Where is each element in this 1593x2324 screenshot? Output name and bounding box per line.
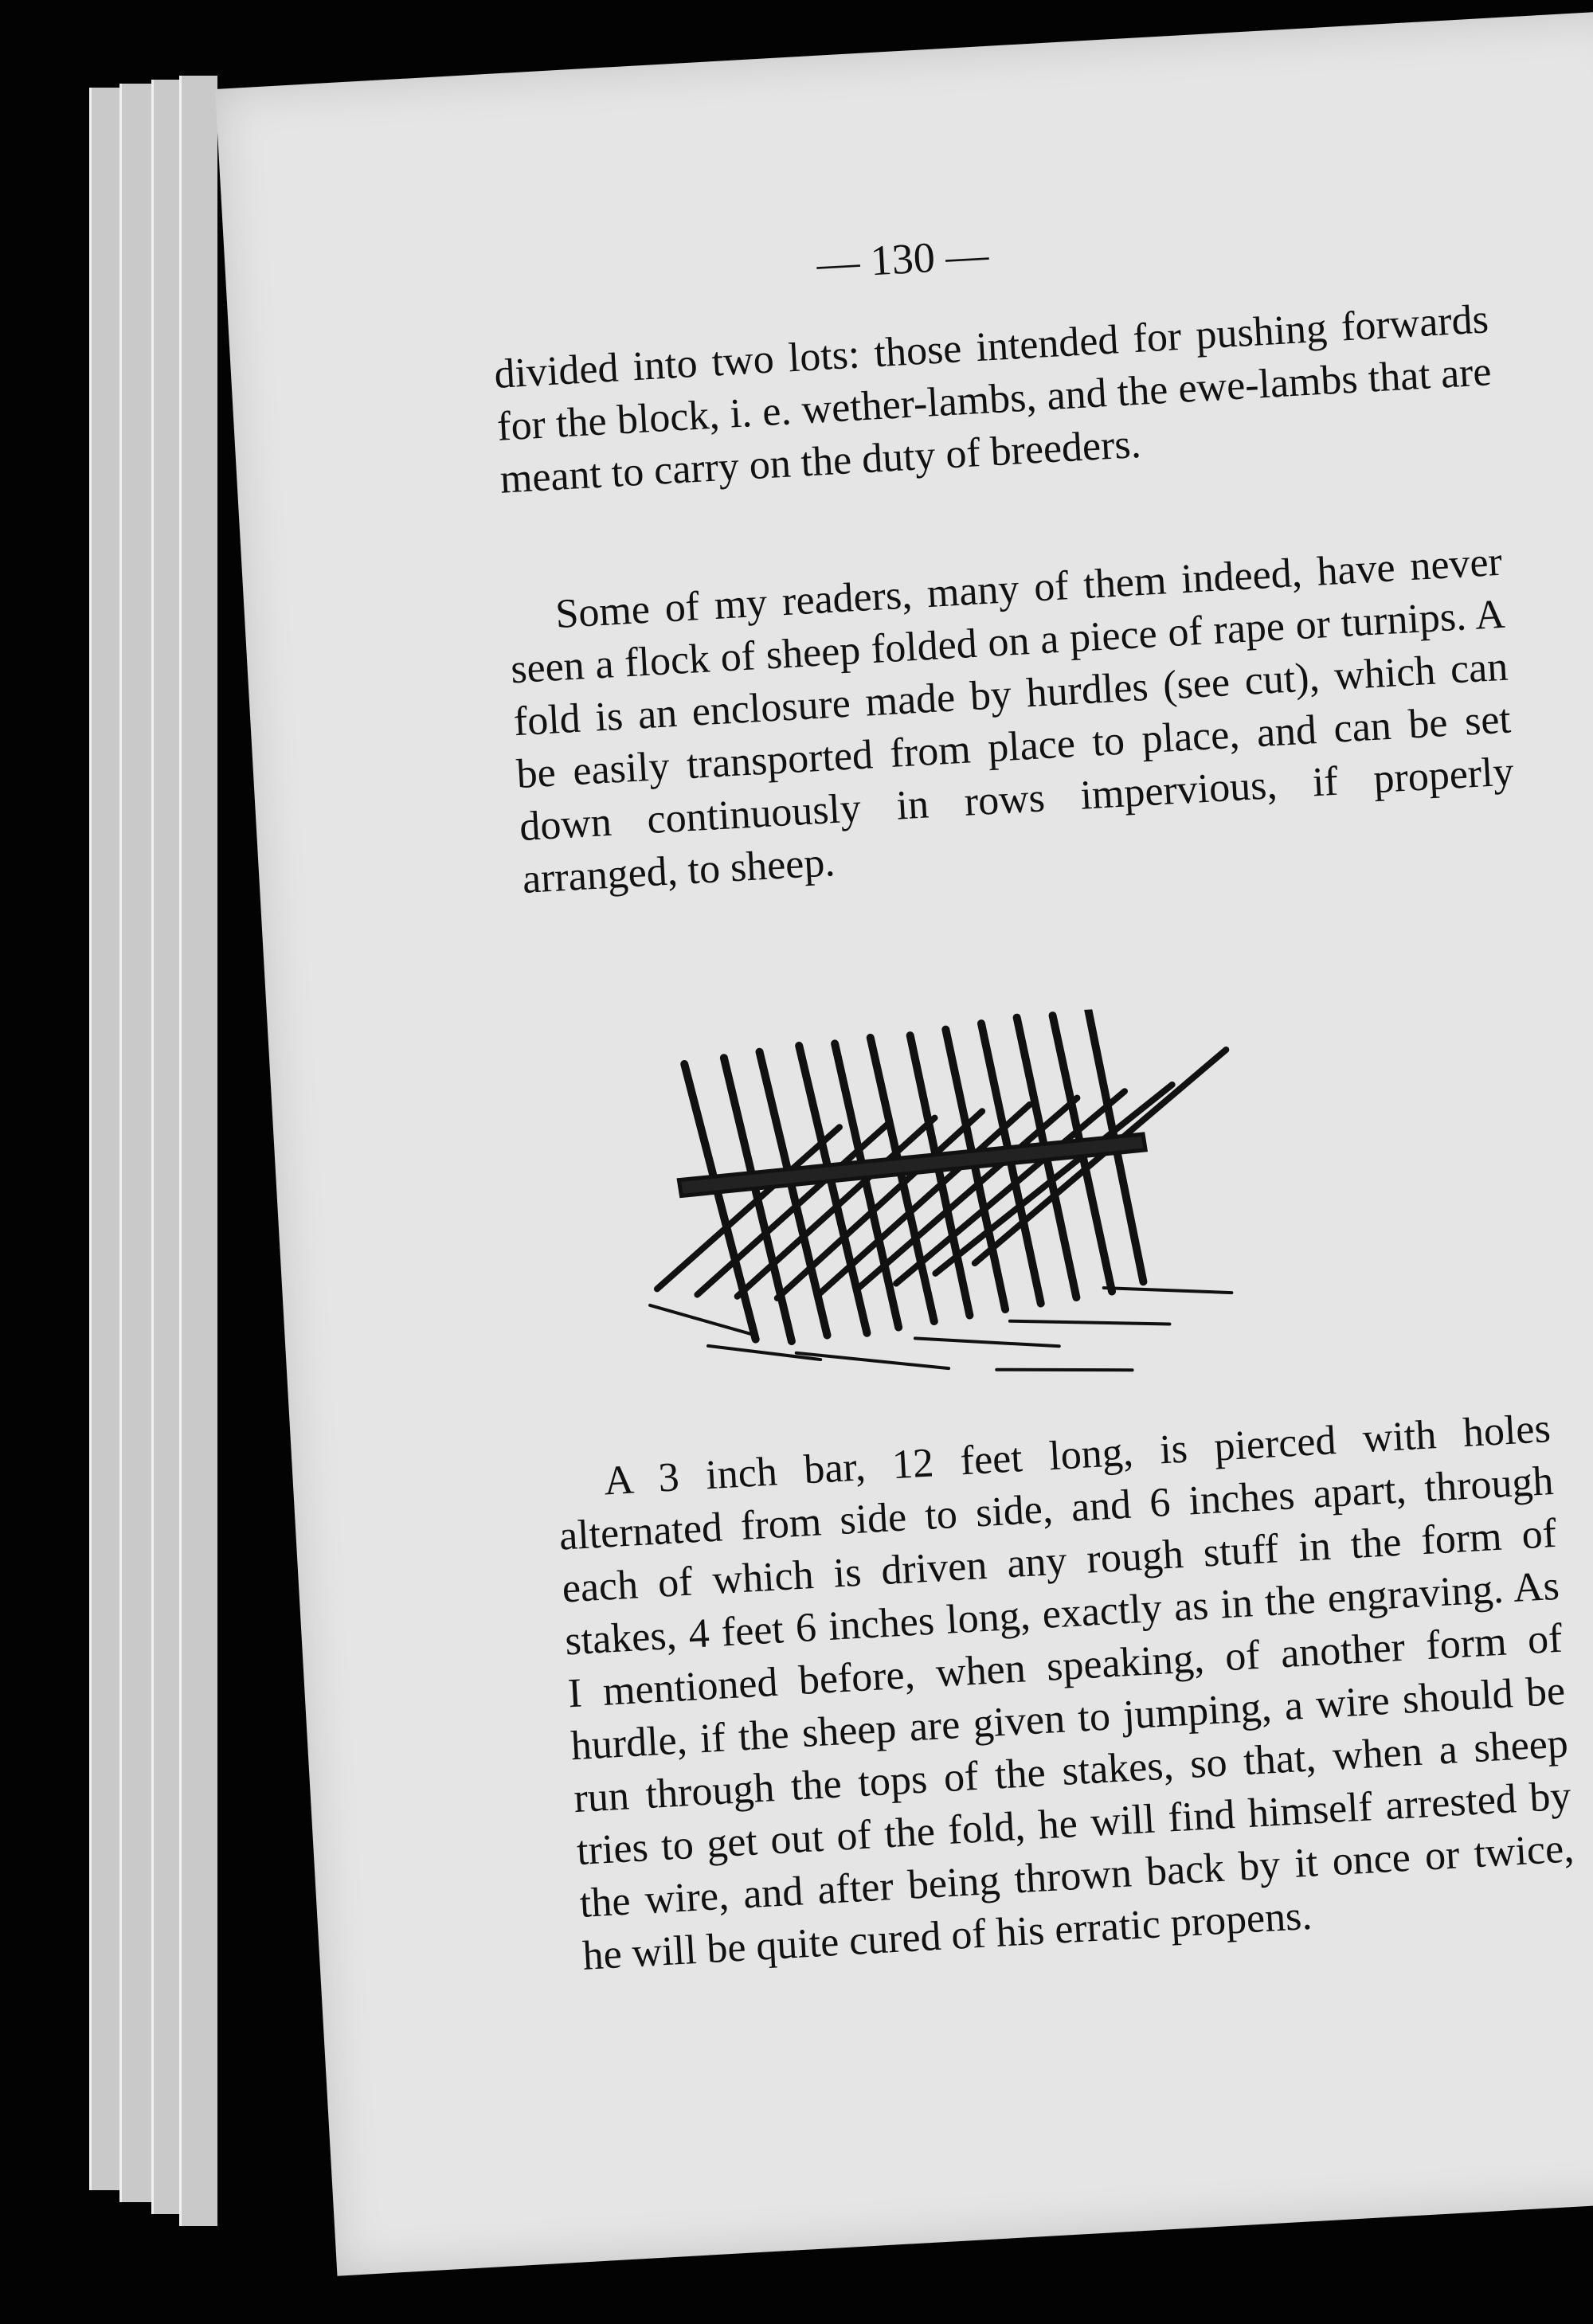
page-edge xyxy=(179,76,217,2226)
hurdle-engraving-icon xyxy=(595,997,1331,1403)
paragraph xyxy=(507,536,1518,906)
book-page xyxy=(215,10,1593,2276)
page-edge xyxy=(119,84,154,2202)
paragraph xyxy=(555,1403,1579,1983)
paragraph-text: divided into two lots: those intended for pushing forwards for the block, i. e. wether-lambs, and the ewe-lambs that are meant to carry on the duty of breeders. xyxy=(492,296,1493,503)
paragraph xyxy=(493,293,1496,506)
page-number: — 130 — xyxy=(815,230,990,288)
paragraph-text: A 3 inch bar, 12 feet long, is pierced with holes alternated from side to side, and 6 inches apart, through each of which is driven any rough stuff in the form of stakes, 4 feet 6 inches long, exactly as in the engraving. As I mentioned before, when speaking, of another form of hurdle, if the sheep are given to jumping, a wire should be run through the tops of the stakes, so that, when a sheep tries to get out of the fold, he will find himself arrested by the wire, and after being thrown back by it once or twice, he will be quite cured of his erratic propens. xyxy=(558,1406,1575,1979)
paragraph-text: Some of my readers, many of them indeed, have never seen a flock of sheep folded on a piece of rape or turnips. A fold is an enclosure made by hurdles (see cut), which can be easily transported from place to place, and can be set down continuously in rows impervious, if properly arranged, to sheep. xyxy=(509,538,1515,902)
page-edge xyxy=(89,88,123,2190)
